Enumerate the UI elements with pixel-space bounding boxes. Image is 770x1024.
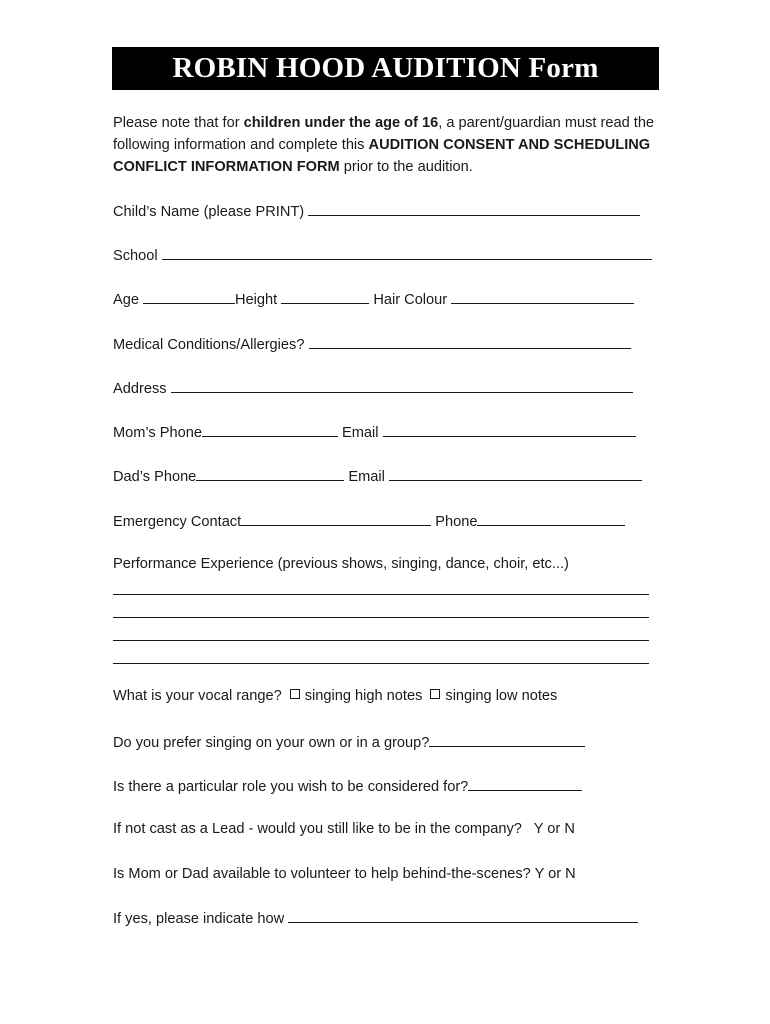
intro-bold-age: children under the age of 16	[243, 115, 439, 131]
if-yes-label: If yes, please indicate how	[113, 911, 285, 927]
intro-text-3: prior to the audition.	[339, 159, 473, 175]
singing-preference-label: Do you prefer singing on your own or in a group?	[113, 735, 430, 751]
medical-field[interactable]	[309, 333, 631, 349]
performance-experience-line-1[interactable]	[113, 594, 649, 595]
intro-text-2: , a parent/guardian must read the following information and complete this	[113, 115, 655, 153]
medical-label: Medical Conditions/Allergies?	[113, 337, 305, 353]
company-question: If not cast as a Lead - would you still like to be in the company?	[113, 821, 522, 837]
vocal-high-label: singing high notes	[304, 688, 423, 704]
performance-experience-label: Performance Experience (previous shows, singing, dance, choir, etc...)	[113, 556, 569, 572]
dad-contact-row	[113, 465, 642, 487]
performance-experience-line-2[interactable]	[113, 617, 649, 618]
dads-phone-label: Dad’s Phone	[113, 469, 197, 485]
vocal-range-label: What is your vocal range?	[113, 688, 282, 704]
school-field[interactable]	[162, 244, 652, 260]
volunteer-question: Is Mom or Dad available to volunteer to help behind-the-scenes?	[113, 866, 531, 882]
moms-email-field[interactable]	[383, 421, 636, 437]
volunteer-options[interactable]: Y or N	[534, 866, 576, 882]
age-height-hair-row	[113, 288, 634, 310]
vocal-low-label: singing low notes	[445, 688, 558, 704]
role-preference-field[interactable]	[468, 775, 582, 791]
hair-colour-field[interactable]	[451, 288, 634, 304]
medical-row	[113, 333, 631, 355]
school-row	[113, 244, 652, 266]
intro-bold-form-name: AUDITION CONSENT AND SCHEDULING CONFLICT INFORMATION FORM	[113, 137, 651, 175]
moms-phone-field[interactable]	[202, 421, 338, 437]
vocal-low-checkbox[interactable]	[430, 689, 440, 699]
age-field[interactable]	[143, 288, 235, 304]
performance-experience-line-4[interactable]	[113, 663, 649, 664]
singing-preference-row	[113, 731, 585, 753]
emergency-row	[113, 510, 625, 532]
role-preference-row	[113, 775, 582, 797]
performance-experience-line-3[interactable]	[113, 640, 649, 641]
address-field[interactable]	[171, 377, 633, 393]
emergency-phone-field[interactable]	[477, 510, 625, 526]
emergency-phone-label: Phone	[435, 514, 478, 530]
address-label: Address	[113, 381, 167, 397]
address-row	[113, 377, 633, 399]
school-label: School	[113, 248, 158, 264]
moms-email-label: Email	[342, 425, 379, 441]
if-yes-row	[113, 907, 638, 929]
dads-email-label: Email	[348, 469, 385, 485]
dads-phone-field[interactable]	[196, 465, 344, 481]
child-name-field[interactable]	[308, 200, 640, 216]
if-yes-field[interactable]	[288, 907, 638, 923]
form-title: ROBIN HOOD AUDITION Form	[112, 47, 659, 90]
vocal-range-row	[113, 686, 557, 706]
emergency-contact-field[interactable]	[241, 510, 431, 526]
company-row	[113, 819, 575, 839]
vocal-high-checkbox[interactable]	[290, 689, 300, 699]
child-name-label: Child’s Name (please PRINT)	[113, 204, 305, 220]
height-field[interactable]	[281, 288, 369, 304]
singing-preference-field[interactable]	[429, 731, 585, 747]
hair-colour-label: Hair Colour	[373, 292, 448, 308]
age-label: Age	[113, 292, 139, 308]
moms-phone-label: Mom’s Phone	[113, 425, 202, 441]
role-preference-label: Is there a particular role you wish to be considered for?	[113, 779, 469, 795]
dads-email-field[interactable]	[389, 465, 642, 481]
company-options[interactable]: Y or N	[533, 821, 575, 837]
child-name-row	[113, 200, 640, 222]
volunteer-row	[113, 864, 576, 884]
mom-contact-row	[113, 421, 636, 443]
intro-text-1: Please note that for	[113, 115, 244, 131]
intro-paragraph	[113, 112, 661, 178]
emergency-contact-label: Emergency Contact	[113, 514, 242, 530]
height-label: Height	[235, 292, 278, 308]
